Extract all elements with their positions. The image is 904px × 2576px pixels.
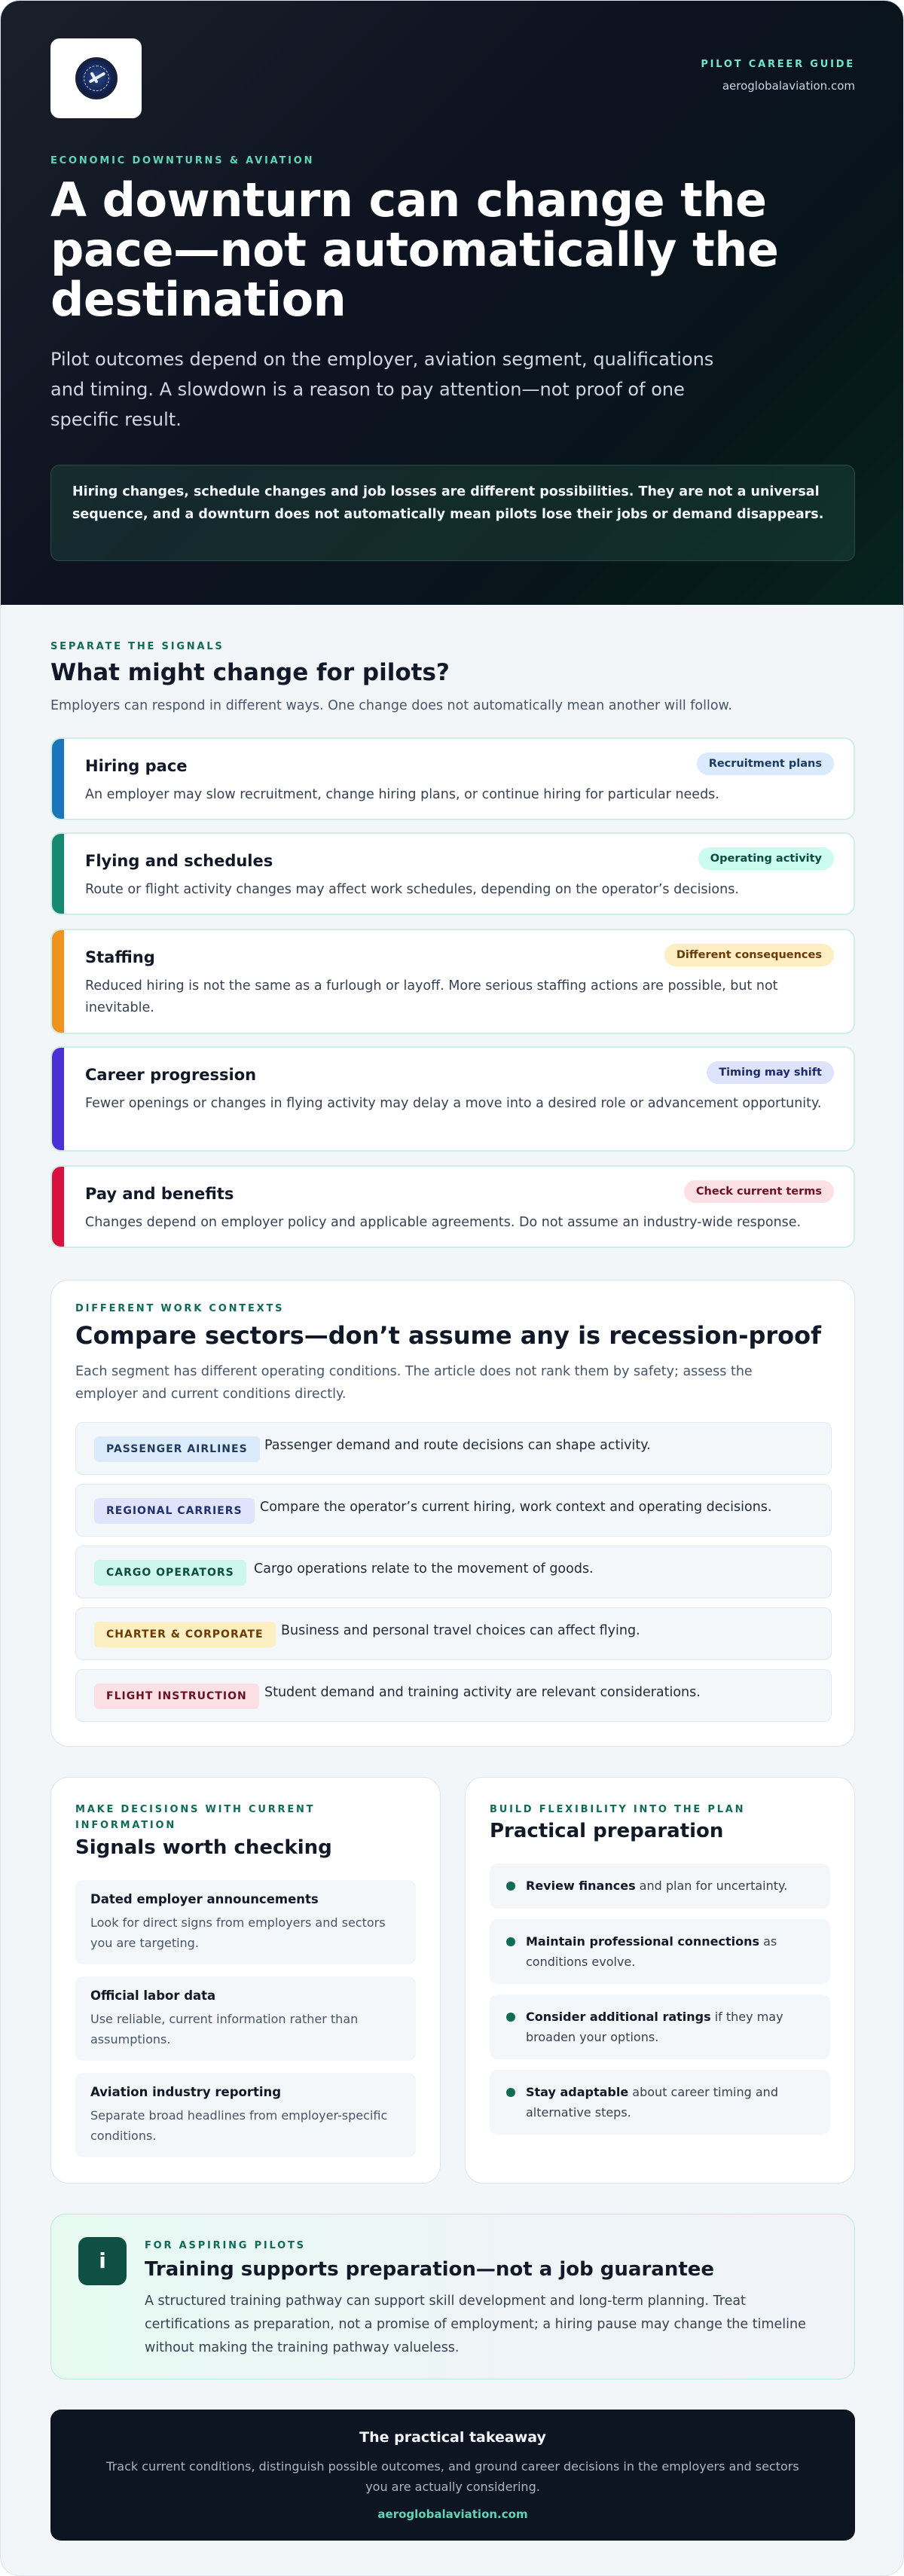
sector-pill: FLIGHT INSTRUCTION	[94, 1683, 259, 1709]
sector-text: Compare the operator’s current hiring, work context and operating decisions.	[260, 1500, 772, 1515]
change-card-title: Career progression	[85, 1066, 257, 1084]
change-card-body: Changes depend on employer policy and applicable agreements. Do not assume an industry-wide response.	[85, 1215, 802, 1230]
preparation-item-bold: Consider additional ratings	[526, 2010, 711, 2024]
page-title: A downturn can change the pace—not automatically the destination	[50, 172, 779, 327]
sector-text: Student demand and training activity are relevant considerations.	[264, 1685, 701, 1700]
change-card-tag: Check current terms	[684, 1180, 834, 1203]
changes-description: Employers can respond in different ways. One change does not automatically mean another will follow.	[50, 698, 732, 713]
change-card-title: Pay and benefits	[85, 1185, 234, 1203]
site-url[interactable]: aeroglobalaviation.com	[722, 79, 855, 93]
change-card-body: An employer may slow recruitment, change hiring plans, or continue hiring for particular needs.	[85, 787, 719, 802]
bullet-dot-icon	[506, 1937, 515, 1946]
bullet-dot-icon	[506, 2088, 515, 2097]
signal-card	[75, 2073, 416, 2157]
change-card-flying-schedules	[50, 832, 855, 915]
signal-card-title: Dated employer announcements	[90, 1892, 319, 1906]
change-card-accent	[52, 1167, 64, 1247]
change-card-accent	[52, 930, 64, 1033]
sector-pill: CHARTER & CORPORATE	[94, 1622, 276, 1647]
sectors-eyebrow: DIFFERENT WORK CONTEXTS	[75, 1303, 285, 1314]
preparation-item-text: and plan for uncertainty.	[635, 1879, 788, 1893]
change-card-tag: Different consequences	[664, 944, 834, 966]
sector-text: Cargo operations relate to the movement of goods.	[254, 1561, 594, 1576]
preparation-item-bold: Stay adaptable	[526, 2085, 629, 2099]
signal-card-body: Use reliable, current information rather than assumptions.	[90, 2012, 359, 2046]
change-card-tag: Operating activity	[698, 847, 834, 870]
footer-title: The practical takeaway	[359, 2429, 546, 2446]
preparation-panel	[465, 1777, 855, 2184]
logo[interactable]	[50, 38, 142, 118]
sector-row-flight-instruction	[75, 1669, 832, 1722]
change-card-career-progression	[50, 1046, 855, 1152]
change-card-tag: Timing may shift	[707, 1061, 834, 1084]
change-card-accent	[52, 834, 64, 914]
signal-card-title: Aviation industry reporting	[90, 2085, 282, 2099]
signal-card	[75, 1880, 416, 1964]
change-card-title: Staffing	[85, 948, 155, 966]
sectors-panel	[50, 1280, 855, 1747]
footer-body: Track current conditions, distinguish possible outcomes, and ground career decisions in the employers and sectors you are actually considering.	[106, 2459, 799, 2494]
preparation-item-bold: Review finances	[526, 1879, 636, 1893]
preparation-eyebrow: BUILD FLEXIBILITY INTO THE PLAN	[490, 1804, 746, 1815]
preparation-item	[490, 1919, 830, 1984]
training-eyebrow: FOR ASPIRING PILOTS	[145, 2240, 306, 2251]
change-card-pay-benefits	[50, 1165, 855, 1248]
sector-row-passenger-airlines	[75, 1422, 832, 1475]
signal-card-body: Separate broad headlines from employer-specific conditions.	[90, 2108, 388, 2143]
preparation-item	[490, 2070, 830, 2135]
preparation-item-text: if they may broaden your options.	[526, 2010, 783, 2044]
hero-eyebrow: ECONOMIC DOWNTURNS & AVIATION	[50, 155, 315, 166]
sector-row-regional-carriers	[75, 1484, 832, 1537]
change-card-tag: Recruitment plans	[697, 752, 834, 775]
preparation-title: Practical preparation	[490, 1820, 724, 1842]
change-card-hiring-pace	[50, 737, 855, 820]
sectors-title: Compare sectors—don’t assume any is recession-proof	[75, 1321, 822, 1350]
signal-card-title: Official labor data	[90, 1988, 216, 2003]
footer-link[interactable]: aeroglobalaviation.com	[377, 2507, 528, 2521]
hero-note: Hiring changes, schedule changes and job losses are different possibilities. They are not a universal sequence, and a downturn does not automatically mean pilots lose their jobs or demand disappears.	[50, 465, 855, 561]
change-card-staffing	[50, 929, 855, 1034]
sector-row-cargo-operators	[75, 1546, 832, 1598]
sector-pill: CARGO OPERATORS	[94, 1560, 246, 1586]
signal-card-body: Look for direct signs from employers and sectors you are targeting.	[90, 1915, 386, 1950]
change-card-body: Route or flight activity changes may affect work schedules, depending on the operator’s decisions.	[85, 882, 739, 897]
change-card-body: Reduced hiring is not the same as a furlough or layoff. More serious staffing actions are possible, but not inevitable.	[85, 978, 778, 1015]
training-title: Training supports preparation—not a job guarantee	[145, 2258, 715, 2281]
changes-eyebrow: SEPARATE THE SIGNALS	[50, 641, 224, 652]
sector-row-charter-corporate	[75, 1607, 832, 1660]
change-card-title: Flying and schedules	[85, 852, 273, 870]
info-icon: i	[78, 2237, 127, 2285]
training-callout	[50, 2214, 855, 2379]
change-card-accent	[52, 739, 64, 819]
takeaway-footer	[50, 2410, 855, 2541]
preparation-item-bold: Maintain professional connections	[526, 1934, 760, 1949]
aviation-globe-icon	[75, 57, 118, 99]
sector-text: Passenger demand and route decisions can shape activity.	[264, 1438, 651, 1453]
signal-card	[75, 1976, 416, 2061]
preparation-item	[490, 1995, 830, 2059]
signals-eyebrow: MAKE DECISIONS WITH CURRENT INFORMATION	[75, 1804, 316, 1831]
sectors-description: Each segment has different operating conditions. The article does not rank them by safety; assess the employer and current conditions directly.	[75, 1364, 753, 1402]
signals-title: Signals worth checking	[75, 1836, 332, 1859]
sector-pill: PASSENGER AIRLINES	[94, 1436, 260, 1462]
bullet-dot-icon	[506, 2013, 515, 2022]
sector-text: Business and personal travel choices can affect flying.	[281, 1623, 640, 1638]
change-card-body: Fewer openings or changes in flying activity may delay a move into a desired role or advancement opportunity.	[85, 1096, 822, 1111]
hero-section	[1, 1, 904, 605]
hero-subtitle: Pilot outcomes depend on the employer, aviation segment, qualifications and timing. A slowdown is a reason to pay attention—not proof of one specific result.	[50, 349, 714, 430]
preparation-item	[490, 1863, 830, 1909]
preparation-item-text: about career timing and alternative steps.	[526, 2085, 778, 2120]
training-body: A structured training pathway can support skill development and long-term planning. Treat certifications as preparation, not a promise of employment; a hiring pause may change the timeline without making the training pathway valueless.	[145, 2294, 806, 2355]
change-card-title: Hiring pace	[85, 757, 188, 775]
sector-pill: REGIONAL CARRIERS	[94, 1498, 255, 1524]
preparation-item-text: as conditions evolve.	[526, 1934, 777, 1969]
bullet-dot-icon	[506, 1882, 515, 1891]
change-card-accent	[52, 1048, 64, 1150]
signals-panel	[50, 1777, 441, 2184]
guide-label: PILOT CAREER GUIDE	[701, 59, 855, 70]
changes-title: What might change for pilots?	[50, 659, 450, 686]
